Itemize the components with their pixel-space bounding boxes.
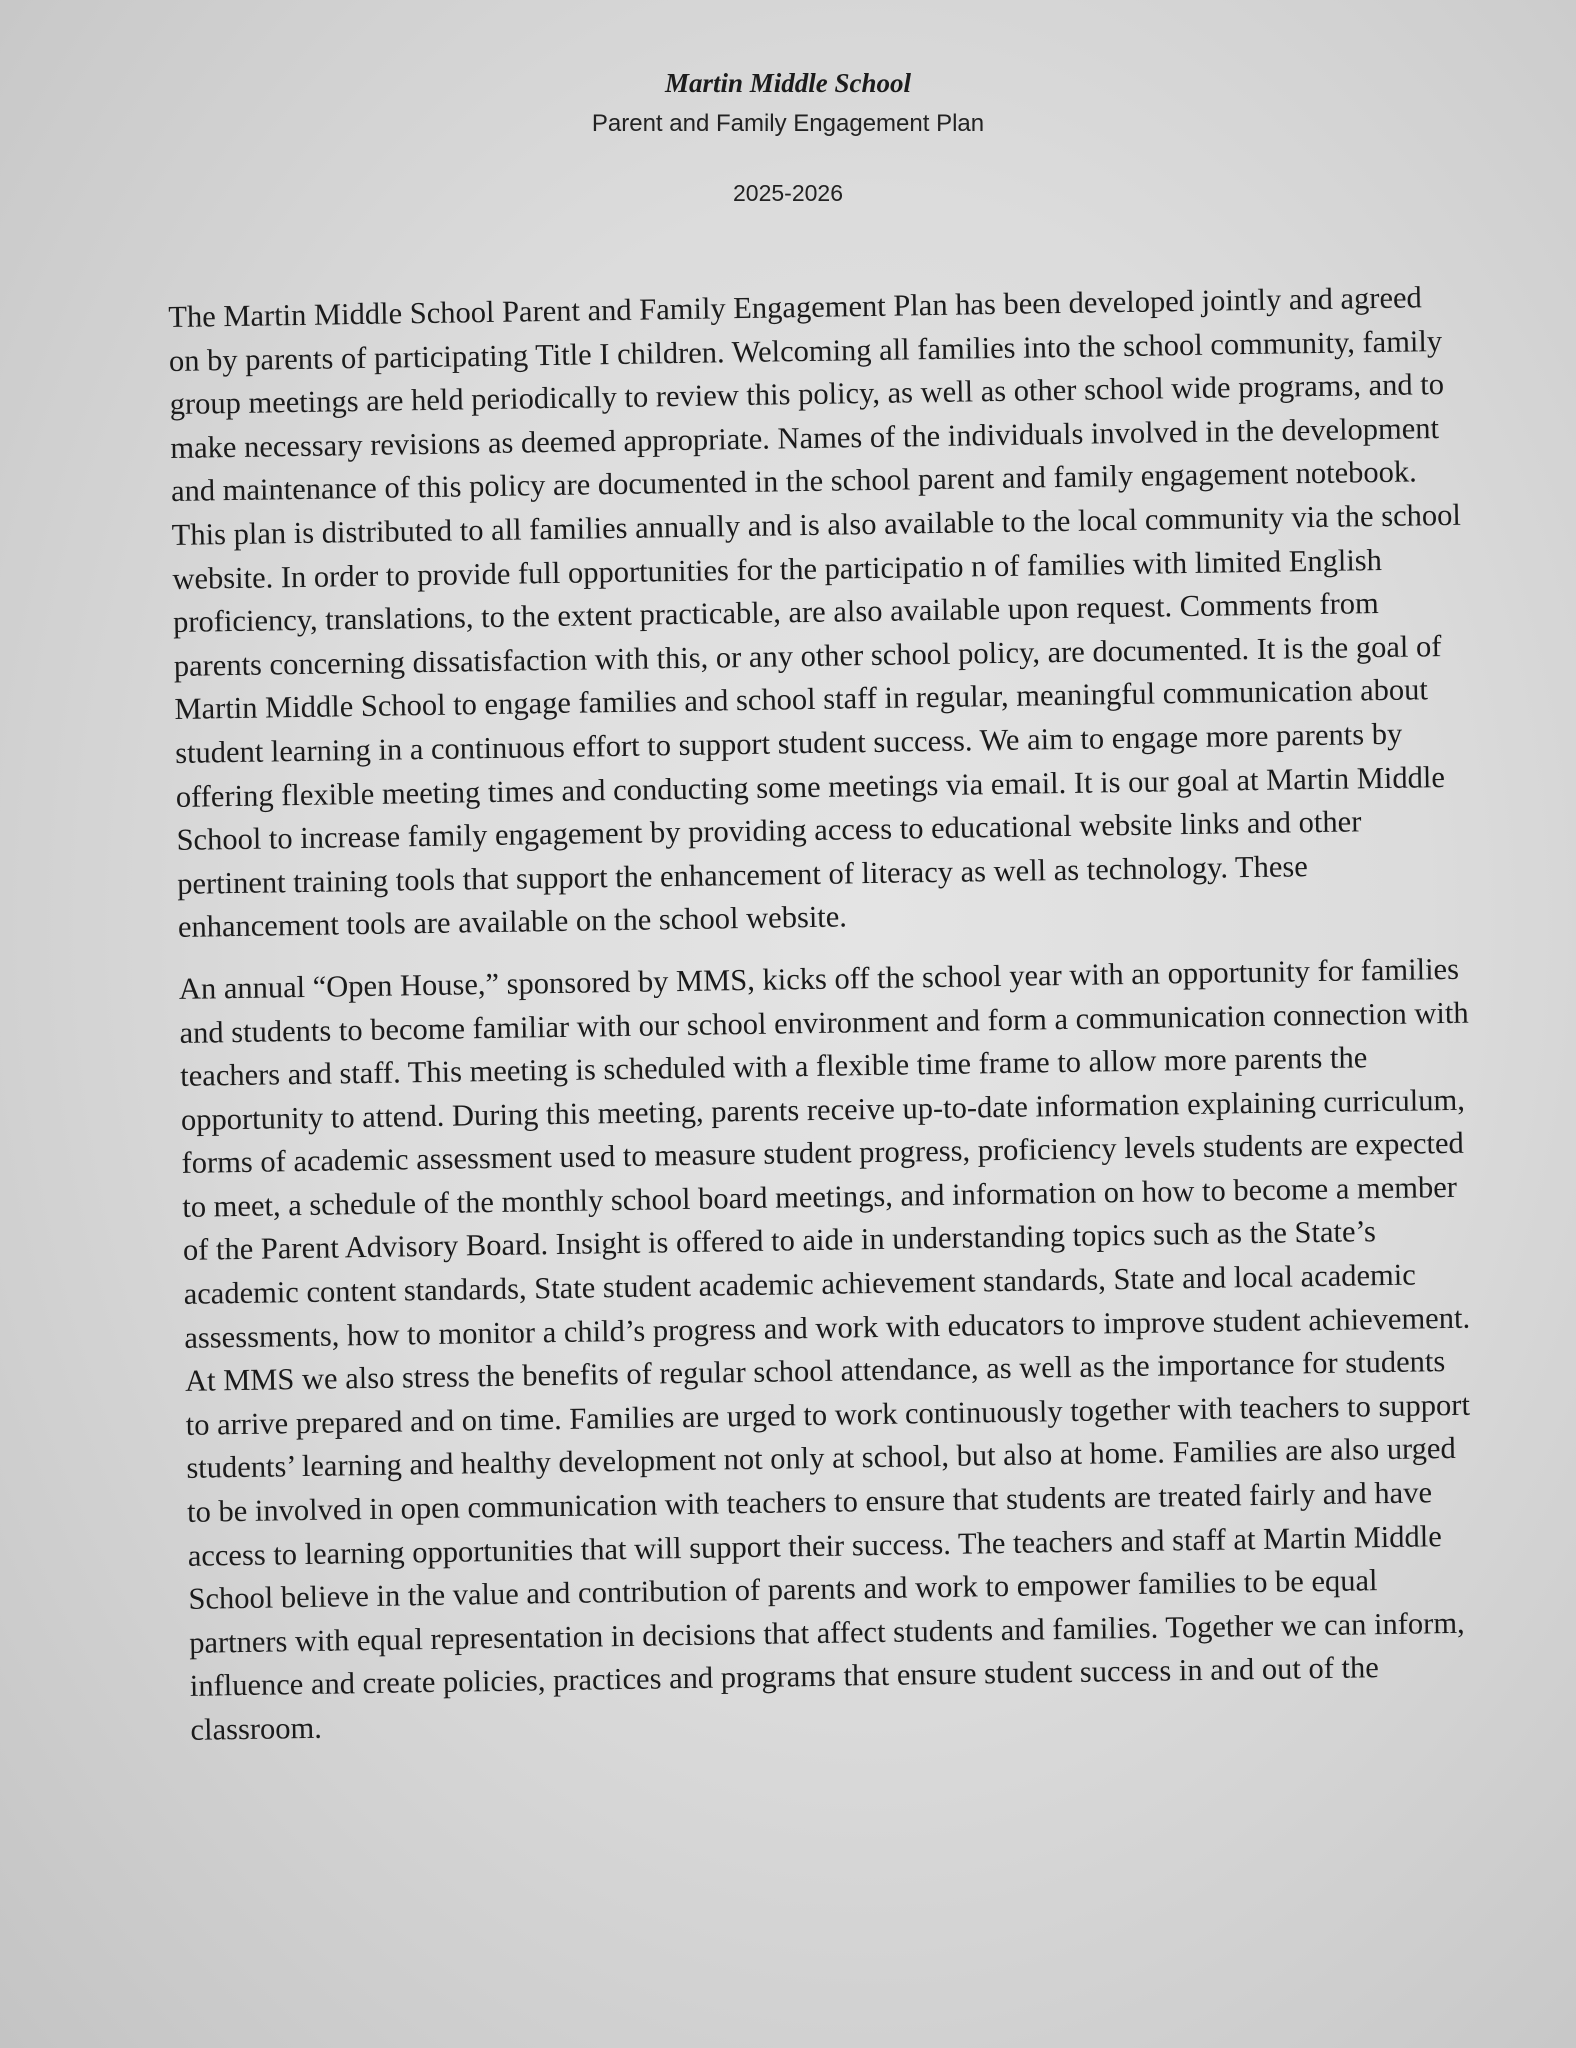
document-body bbox=[168, 276, 1481, 1753]
plan-title: Parent and Family Engagement Plan bbox=[591, 110, 985, 137]
school-name: Martin Middle School bbox=[664, 68, 912, 98]
paragraph-intro: The Martin Middle School Parent and Family Engagement Plan has been developed jointly and agreed on by parents of participating Title I children. Welcoming all families into the school community, family group meetings are held periodically to review this policy, as well as other school wide programs, and to make necessary revisions as deemed appropriate. Names of the individuals involved in the development and maintenance of this policy are documented in the school parent and family engagement notebook. This plan is distributed to all families annually and is also available to the local community via the school website. In order to provide full opportunities for the participatio n of families with limited English proficiency, translations, to the extent practicable, are also available upon request. Comments from parents concerning dissatisfaction with this, or any other school policy, are documented. It is the goal of Martin Middle School to engage families and school staff in regular, meaningful communication about student learning in a continuous effort to support student success. We aim to engage more parents by offering flexible meeting times and conducting some meetings via email. It is our goal at Martin Middle School to increase family engagement by providing access to educational website links and other pertinent training tools that support the enhancement of literacy as well as technology. These enhancement tools are available on the school website. bbox=[168, 280, 1462, 945]
plan-year: 2025-2026 bbox=[733, 180, 843, 206]
paragraph-open-house: An annual “Open House,” sponsored by MMS, kicks off the school year with an opportunity for families and students to become familiar with our school environment and form a communication connection with teachers and staff. This meeting is scheduled with a flexible time frame to allow more parents the opportunity to attend. During this meeting, parents receive up-to-date information explaining curriculum, forms of academic assessment used to measure student progress, proficiency levels students are expected to meet, a schedule of the monthly school board meetings, and information on how to become a member of the Parent Advisory Board. Insight is offered to aide in understanding topics such as the State’s academic content standards, State student academic achievement standards, State and local academic assessments, how to monitor a child’s progress and work with educators to improve student achievement. At MMS we also stress the benefits of regular school attendance, as well as the importance for students to arrive prepared and on time. Families are urged to work continuously together with teachers to support students’ learning and healthy development not only at school, but also at home. Families are also urged to be involved in open communication with teachers to ensure that students are treated fairly and have access to learning opportunities that will support their success. The teachers and staff at Martin Middle School believe in the value and contribution of parents and work to empower families to be equal partners with equal representation in decisions that affect students and families. Together we can inform, influence and create policies, practices and programs that ensure student success in and out of the classroom. bbox=[178, 951, 1471, 1747]
document-header bbox=[0, 66, 1576, 208]
